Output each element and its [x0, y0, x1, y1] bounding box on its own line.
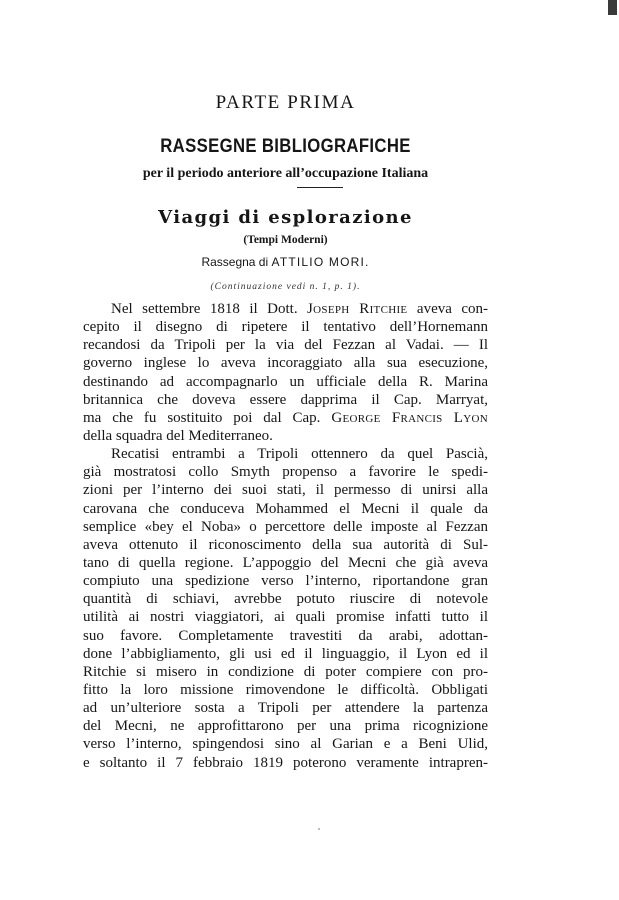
byline-prefix: Rassegna di [201, 255, 269, 269]
body-line [83, 554, 488, 572]
body-line-text: zioni per l’interno dei suoi stati, il permesso di unirsi alla [83, 482, 488, 499]
body-line-text: ma che fu sostituito poi dal Cap. [83, 409, 332, 426]
body-line-text: compiuto una spedizione verso l’interno, riportandone gran [83, 573, 488, 590]
body-line-text: della squadra del Mediterraneo. [83, 427, 273, 444]
body-line-text: destinando ad accompagnarlo un ufficiale della R. Marina [83, 373, 488, 390]
body-line-text: verso l’interno, spingendosi sino al Garian e a Beni Ulid, [83, 736, 488, 753]
body-line [83, 354, 488, 372]
body-line [83, 300, 488, 318]
body-line [83, 373, 488, 391]
body-line-text: aveva ottenuto il riconoscimento della sua autorità di Sul- [83, 536, 488, 553]
body-line [83, 572, 488, 590]
body-line [83, 518, 488, 536]
paper-speck [318, 828, 320, 830]
body-line [83, 717, 488, 735]
body-line [83, 336, 488, 354]
body-line-text: del Mecni, ne approfittarono per una prima ricognizione [83, 718, 488, 735]
body-line-text: semplice «bey el Noba» o percettore delle imposte al Fezzan [83, 518, 488, 535]
section-subtitle: per il periodo anteriore all’occupazione Italiana [142, 166, 429, 181]
body-line [83, 481, 488, 499]
body-line [83, 391, 488, 409]
body-line [83, 754, 488, 772]
body-line [83, 663, 488, 681]
body-line-text: Nel settembre 1818 il Dott. [111, 301, 308, 317]
body-line [83, 427, 488, 445]
body-line [83, 409, 488, 427]
body-line-text: cepito il disegno di ripetere il tentativo dell’Hornemann [83, 319, 488, 336]
divider-rule [297, 187, 343, 188]
body-line-text: Ritchie si misero in condizione di poter compiere con pro- [83, 663, 488, 680]
body-line [83, 645, 488, 663]
body-line-text: recandosi da Tripoli per la via del Fezzan al Vadai. — Il [83, 337, 488, 354]
body-line [83, 608, 488, 626]
part-heading: PARTE PRIMA [215, 92, 356, 113]
body-line-text: done l’abbigliamento, gli usi ed il linguaggio, il Lyon ed il [83, 645, 488, 662]
section-title: RASSEGNE BIBLIOGRAFICHE [160, 136, 411, 157]
body-line [83, 590, 488, 608]
body-line [83, 681, 488, 699]
body-line [83, 735, 488, 753]
body-line-text: britannica che doveva essere dapprima il Cap. Marryat, [83, 391, 488, 408]
body-line [83, 318, 488, 336]
body-line-text: utilità ai nostri viaggiatori, ai quali promise infatti tutto il [83, 609, 488, 626]
body-line-text: ad un’ulteriore sosta a Tripoli per attendere la partenza [83, 700, 488, 717]
body-line-text: carovana che conduceva Mohammed el Mecni il quale da [83, 500, 488, 517]
body-text [83, 300, 488, 772]
article-title: Viaggi di esplorazione [158, 207, 413, 228]
page-edge-mark [608, 0, 617, 15]
byline [83, 255, 488, 269]
body-line [83, 627, 488, 645]
body-line-text: e soltanto il 7 febbraio 1819 poterono veramente intrapren- [83, 754, 488, 771]
body-line-text: quantità di schiavi, avrebbe potuto riuscire di notevole [83, 591, 488, 608]
body-line [83, 699, 488, 717]
body-line-name: George Francis Lyon [331, 409, 488, 426]
body-line-text: tano di quella regione. L’appoggio del Mecni che già aveva [83, 554, 488, 571]
body-line [83, 536, 488, 554]
body-line-text: Recatisi entrambi a Tripoli ottennero da quel Pascià, [111, 446, 488, 463]
body-line [83, 463, 488, 481]
body-line-text: già mostratosi collo Smyth propenso a favorire le spedi- [83, 464, 488, 481]
body-line [83, 445, 488, 463]
body-line-text: suo favore. Completamente travestiti da arabi, adottan- [83, 627, 488, 644]
article-subtitle: (Tempi Moderni) [243, 234, 328, 246]
body-line-text: fitto la loro missione rimovendone le difficoltà. Obbligati [83, 681, 488, 698]
continuation-note: (Continuazione vedi n. 1, p. 1). [210, 282, 361, 292]
body-line-text: governo inglese lo aveva incoraggiato alla sua esecuzione, [83, 355, 488, 372]
byline-author: ATTILIO MORI. [271, 255, 370, 269]
body-line-tail: aveva con- [407, 301, 489, 317]
body-line [83, 500, 488, 518]
body-line-name: Joseph Ritchie [307, 301, 408, 317]
